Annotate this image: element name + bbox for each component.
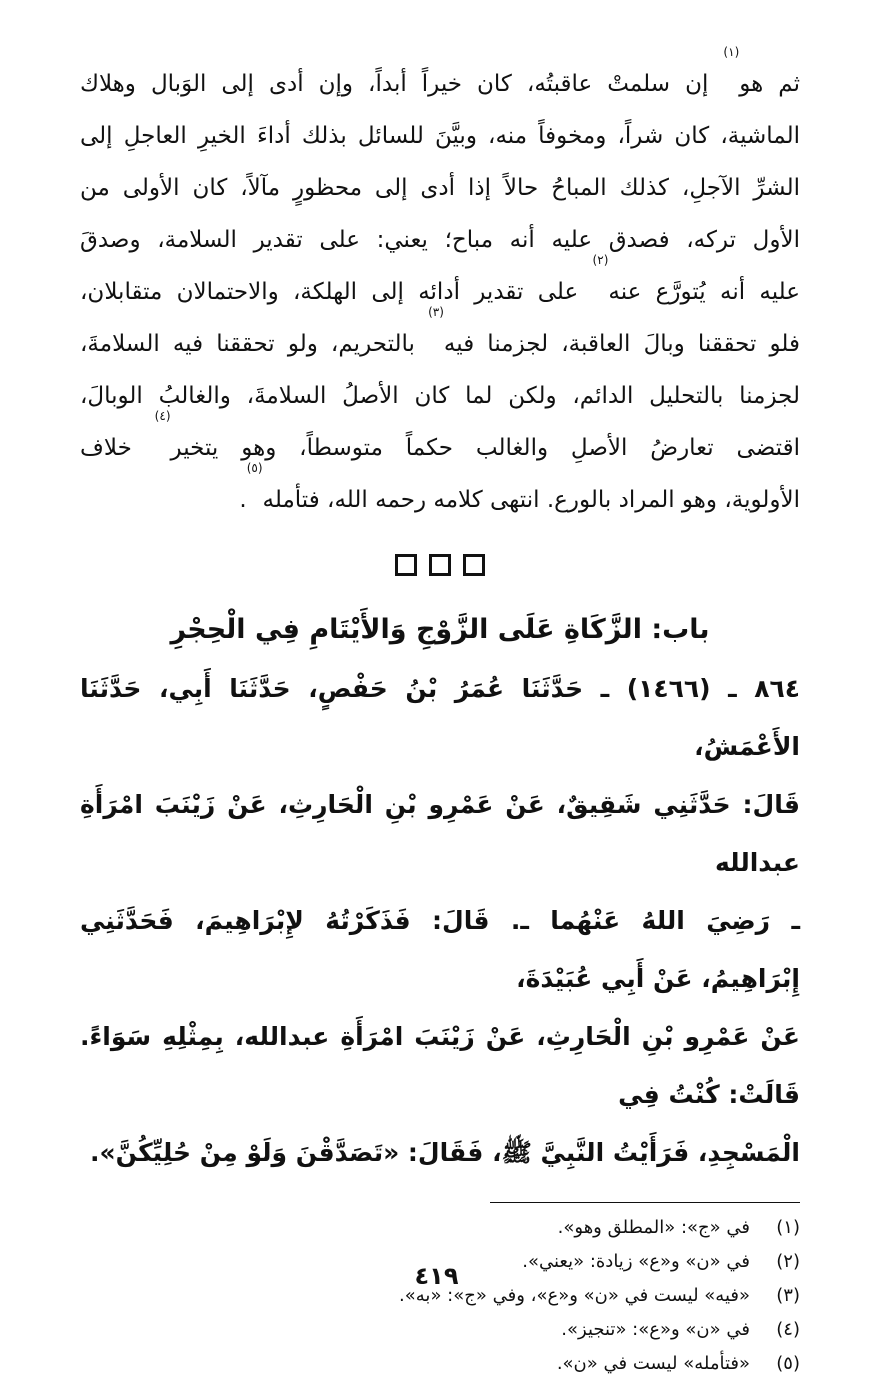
- footnote-item: [80, 1313, 800, 1347]
- body-text: ثم هو: [739, 71, 800, 97]
- footnote-text: «فتأمله» ليست في «ن».: [556, 1353, 750, 1374]
- footnote-text: «فيه» ليست في «ن» و«ع»، وفي «ج»: «به».: [399, 1285, 750, 1306]
- footnote-number: (١): [776, 1217, 800, 1238]
- section-divider-ornament: [80, 554, 800, 576]
- footnote-text: في «ج»: «المطلق وهو».: [557, 1217, 750, 1238]
- hadith-line: الْمَسْجِدِ، فَرَأَيْتُ النَّبِيَّ ﷺ، فَقَالَ: «تَصَدَّقْنَ وَلَوْ مِنْ حُلِيِّكُنَّ».: [89, 1138, 800, 1167]
- hadith-line: ٨٦٤ ـ (١٤٦٦) ـ حَدَّثَنَا عُمَرُ بْنُ حَفْصٍ، حَدَّثَنَا أَبِي، حَدَّثَنَا الأَعْمَشُ،: [80, 674, 800, 761]
- body-text: اقتضى تعارضُ الأصلِ والغالب حكماً متوسطاً، وهو يتخير: [170, 435, 800, 461]
- footnote-marker: (١): [723, 45, 740, 59]
- footnote-number: (٥): [776, 1353, 800, 1374]
- chapter-title: باب: الزَّكَاةِ عَلَى الزَّوْجِ وَالأَيْتَامِ فِي الْحِجْرِ: [170, 614, 710, 645]
- footnote-item: [80, 1211, 800, 1245]
- footnote-marker: (٥): [246, 461, 263, 475]
- footnotes: [80, 1211, 800, 1381]
- body-text: الماشية، كان شراً، ومخوفاً منه، وبيَّنَ للسائل بذلك أداءَ الخيرِ العاجلِ إلى: [80, 123, 800, 149]
- page-content: [80, 45, 801, 1381]
- footnote-marker: (٤): [154, 409, 171, 423]
- footnote-number: (٤): [776, 1319, 800, 1340]
- footnote-separator: [490, 1202, 800, 1203]
- hadith-text: [80, 660, 800, 1182]
- footnote-number: (٣): [776, 1285, 800, 1306]
- square-ornament-icon: [429, 554, 451, 576]
- body-text: فلو تحققنا وبالَ العاقبة، لجزمنا فيه: [443, 331, 800, 357]
- body-text: لجزمنا بالتحليل الدائم، ولكن لما كان الأصلُ السلامةَ، والغالبُ الوبالَ،: [80, 383, 800, 409]
- body-text: خلاف: [80, 435, 132, 461]
- footnote-item: [80, 1347, 800, 1381]
- body-text: عليه أنه يُتورَّع عنه: [608, 279, 801, 305]
- page-number: ٤١٩: [414, 1262, 459, 1290]
- hadith-line: قَالَ: حَدَّثَنِي شَقِيقٌ، عَنْ عَمْرِو بْنِ الْحَارِثِ، عَنْ زَيْنَبَ امْرَأَةِ عبدالله: [80, 790, 800, 877]
- square-ornament-icon: [463, 554, 485, 576]
- footnote-text: في «ن» و«ع» زيادة: «يعني».: [522, 1251, 750, 1272]
- body-text: الشرِّ الآجلِ، كذلك المباحُ حالاً إذا أدى إلى محظورٍ مآلاً، كان الأولى من: [80, 175, 800, 201]
- hadith-line: ـ رَضِيَ اللهُ عَنْهُما ـ. قَالَ: فَذَكَرْتُهُ لإِبْرَاهِيمَ، فَحَدَّثَنِي إِبْرَاهِيمُ، عَنْ أَبِي عُبَيْدَةَ،: [80, 906, 800, 993]
- body-text: الأول تركه، فصدق عليه أنه مباح؛ يعني: على تقدير السلامة، وصدقَ: [80, 227, 800, 253]
- footnote-number: (٢): [776, 1251, 800, 1272]
- footnote-marker: (٣): [428, 305, 444, 319]
- footnote-marker: (٢): [592, 253, 609, 267]
- hadith-line: عَنْ عَمْرِو بْنِ الْحَارِثِ، عَنْ زَيْنَبَ امْرَأَةِ عبدالله، بِمِثْلِهِ سَوَاءً. قَالَتْ: كُنْتُ فِي: [80, 1022, 800, 1109]
- body-paragraph: [80, 45, 801, 526]
- body-text: .: [239, 487, 247, 513]
- square-ornament-icon: [395, 554, 417, 576]
- body-text: على تقدير أدائه إلى الهلكة، والاحتمالان متقابلان،: [80, 279, 579, 305]
- footnote-text: في «ن» و«ع»: «تنجيز».: [561, 1319, 750, 1340]
- body-text: بالتحريم، ولو تحققنا فيه السلامةَ،: [80, 331, 415, 357]
- body-text: إن سلمتْ عاقبتُه، كان خيراً أبداً، وإن أدى إلى الوَبال وهلاك: [80, 71, 709, 97]
- body-text: الأولوية، وهو المراد بالورع. انتهى كلامه رحمه الله، فتأمله: [262, 487, 800, 513]
